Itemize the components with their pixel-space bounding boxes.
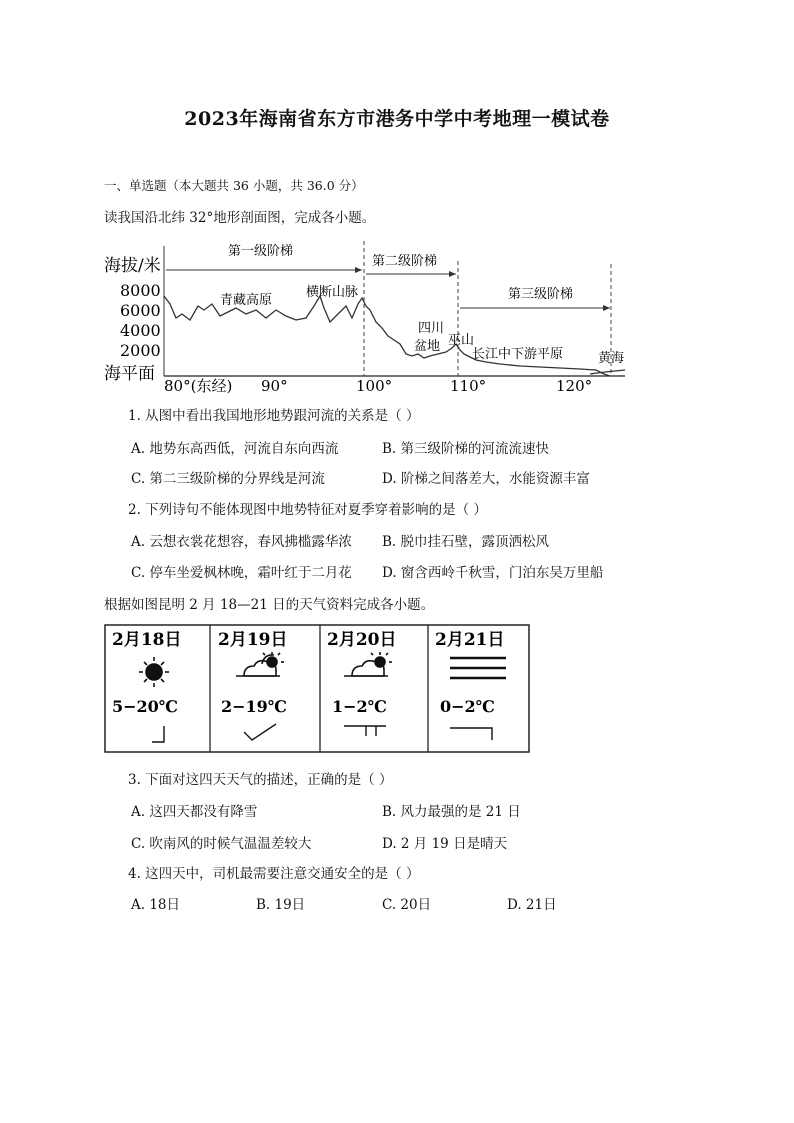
xtick-100: 100° <box>356 377 393 395</box>
q4-option-c: C. 20日 <box>382 897 432 913</box>
weather-temp-2: 2−19℃ <box>221 697 287 716</box>
wind-barb-icon <box>152 726 164 742</box>
q2-option-b: B. 脱巾挂石壁，露顶洒松风 <box>382 534 550 550</box>
place-sichuan-2: 盆地 <box>414 339 441 354</box>
step-label-2: 第二级阶梯 <box>372 254 438 269</box>
partly-cloudy-icon <box>344 652 392 676</box>
q4-option-b: B. 19日 <box>256 897 306 913</box>
fog-icon <box>450 658 506 678</box>
wind-barb-icon <box>344 726 386 736</box>
question-4-stem: 4. 这四天中，司机最需要注意交通安全的是（ ） <box>128 866 420 882</box>
q4-option-d: D. 21日 <box>507 897 557 913</box>
q3-option-b: B. 风力最强的是 21 日 <box>382 804 521 820</box>
partly-cloudy-icon <box>236 652 284 676</box>
xtick-80: 80°(东经) <box>164 377 233 395</box>
place-sichuan-1: 四川 <box>418 321 445 336</box>
xtick-120: 120° <box>556 377 593 395</box>
q1-option-d: D. 阶梯之间落差大，水能资源丰富 <box>382 471 590 487</box>
weather-date-2: 2月19日 <box>218 630 288 650</box>
question-1-stem: 1. 从图中看出我国地形地势跟河流的关系是（ ） <box>128 408 420 424</box>
step3-arrowhead <box>603 305 610 311</box>
wind-barb-icon <box>450 728 492 740</box>
place-hengduan: 横断山脉 <box>306 285 359 300</box>
ytick-sealevel: 海平面 <box>104 364 155 384</box>
page-title: 2023年海南省东方市港务中学中考地理一模试卷 <box>184 108 610 130</box>
weather-temp-3: 1−2℃ <box>332 697 387 716</box>
sun-icon <box>139 657 169 687</box>
xtick-90: 90° <box>261 377 288 395</box>
terrain-profile-figure <box>100 236 630 396</box>
weather-date-3: 2月20日 <box>327 630 397 650</box>
intro-text-1: 读我国沿北纬 32°地形剖面图，完成各小题。 <box>104 210 376 226</box>
q1-option-b: B. 第三级阶梯的河流流速快 <box>382 441 550 457</box>
section-heading: 一、单选题（本大题共 36 小题，共 36.0 分） <box>104 178 364 193</box>
q2-option-c: C. 停车坐爱枫林晚，霜叶红于二月花 <box>131 565 352 581</box>
ytick-8000: 8000 <box>120 281 161 300</box>
profile-ylabel: 海拔/米 <box>104 256 161 276</box>
weather-table <box>104 624 530 754</box>
wind-barb-icon <box>244 724 276 740</box>
xtick-110: 110° <box>450 377 487 395</box>
q1-option-c: C. 第二三级阶梯的分界线是河流 <box>131 471 325 487</box>
q2-option-d: D. 窗含西岭千秋雪，门泊东吴万里船 <box>382 565 604 581</box>
intro-text-2: 根据如图昆明 2 月 18—21 日的天气资料完成各小题。 <box>104 597 435 613</box>
ytick-2000: 2000 <box>120 341 161 360</box>
step-label-1: 第一级阶梯 <box>228 244 294 259</box>
place-qingzang: 青藏高原 <box>220 293 273 308</box>
question-2-stem: 2. 下列诗句不能体现图中地势特征对夏季穿着影响的是（ ） <box>128 502 487 518</box>
q1-option-a: A. 地势东高西低，河流自东向西流 <box>131 441 339 457</box>
q3-option-d: D. 2 月 19 日是晴天 <box>382 836 508 852</box>
q2-option-a: A. 云想衣裳花想容，春风拂槛露华浓 <box>131 534 352 550</box>
q4-option-a: A. 18日 <box>131 897 181 913</box>
q3-option-a: A. 这四天都没有降雪 <box>131 804 258 820</box>
place-wushan: 巫山 <box>448 333 475 348</box>
step1-arrowhead <box>355 267 362 273</box>
weather-date-1: 2月18日 <box>112 630 182 650</box>
ytick-6000: 6000 <box>120 301 161 320</box>
question-3-stem: 3. 下面对这四天天气的描述，正确的是（ ） <box>128 772 393 788</box>
weather-temp-4: 0−2℃ <box>440 697 495 716</box>
step2-arrowhead <box>449 271 456 277</box>
weather-date-4: 2月21日 <box>435 630 505 650</box>
q3-option-c: C. 吹南风的时候气温温差较大 <box>131 836 312 852</box>
ytick-4000: 4000 <box>120 321 161 340</box>
weather-temp-1: 5−20℃ <box>112 697 178 716</box>
step-label-3: 第三级阶梯 <box>508 287 574 302</box>
place-changjiang: 长江中下游平原 <box>472 347 564 362</box>
place-huanghai: 黄海 <box>598 351 625 366</box>
